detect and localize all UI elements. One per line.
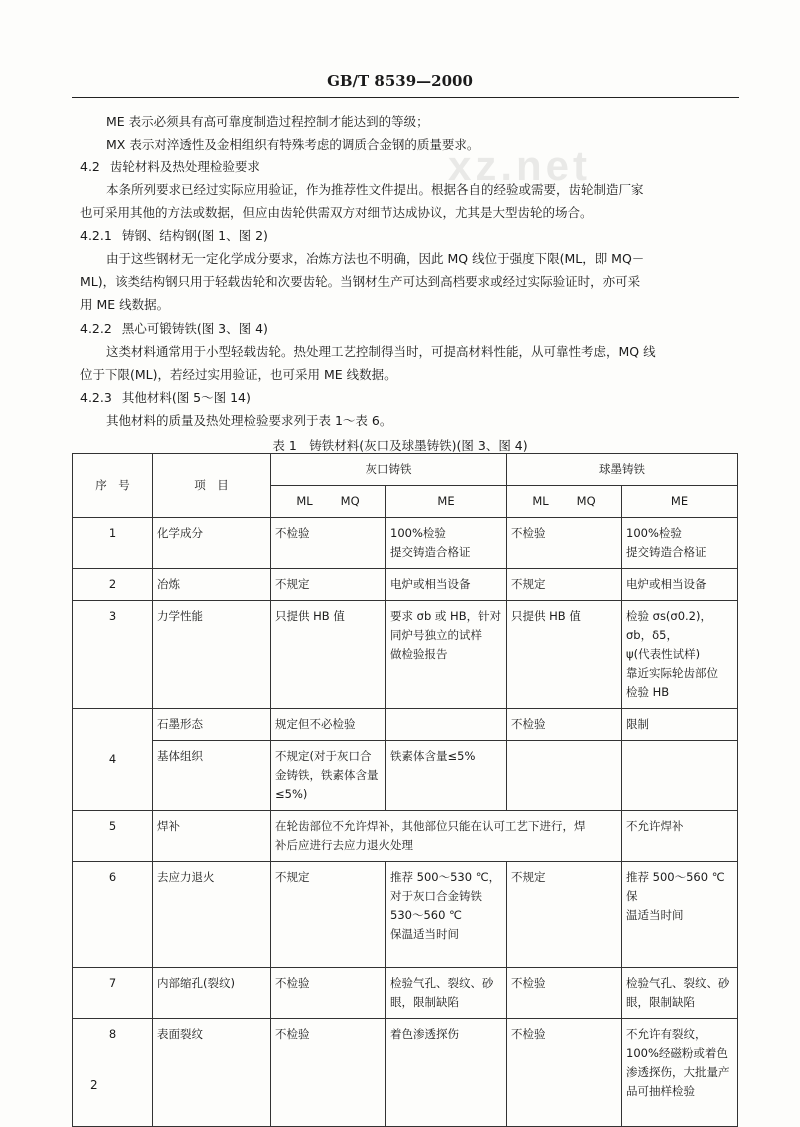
header-mq: MQ	[340, 494, 360, 508]
row-item: 化学成分	[153, 518, 271, 569]
section-4-2-line1: 本条所列要求已经过实际应用验证，作为推荐性文件提出。根据各自的经验或需要，齿轮制造厂家	[106, 182, 644, 197]
cell-ductile-me: 限制	[622, 709, 738, 741]
header-item: 项 目	[153, 454, 271, 518]
cell-line: ψ(代表性试样)	[626, 647, 701, 661]
cell-ductile-me	[622, 601, 738, 709]
cell-gray-ml-mq: 不规定	[271, 862, 386, 968]
cell-line: 100%检验	[390, 526, 446, 540]
watermark-logo: xz.net	[448, 142, 592, 189]
cell-gray-ml-mq	[271, 741, 386, 811]
cell-line: 在轮齿部位不允许焊补，其他部位只能在认可工艺下进行，焊	[275, 819, 586, 833]
cell-ductile-me	[622, 518, 738, 569]
cell-line: 100%检验	[626, 526, 682, 540]
header-rule	[72, 97, 739, 98]
cell-line: 渗透探伤，大批量产	[626, 1065, 730, 1079]
section-number: 4.2.1	[80, 228, 112, 243]
cell-ductile-me	[622, 968, 738, 1019]
table-row	[73, 709, 738, 741]
table-row	[73, 741, 738, 811]
row-seq: 5	[73, 811, 153, 862]
standard-code-header: GB/T 8539—2000	[327, 72, 473, 90]
cell-ductile-ml-mq: 不检验	[507, 709, 622, 741]
cell-ductile-ml-mq	[507, 741, 622, 811]
cell-line: 补后应进行去应力退火处理	[275, 838, 413, 852]
cell-line: 提交铸造合格证	[390, 545, 471, 559]
cell-gray-me: 铁素体含量≤5%	[386, 741, 507, 811]
row-item: 去应力退火	[153, 862, 271, 968]
row-seq: 1	[73, 518, 153, 569]
cell-gray-ml-mq: 不检验	[271, 1019, 386, 1127]
cell-ductile-ml-mq: 不检验	[507, 518, 622, 569]
row-item: 石墨形态	[153, 709, 271, 741]
cell-gray-ml-mq: 规定但不必检验	[271, 709, 386, 741]
cell-ductile-ml-mq: 不规定	[507, 862, 622, 968]
cell-line: ≤5%)	[275, 787, 308, 801]
cell-line: 靠近实际轮齿部位	[626, 666, 718, 680]
mx-definition: MX 表示对淬透性及金相组织有特殊考虑的调质合金钢的质量要求。	[106, 137, 480, 152]
cell-gray-me	[386, 601, 507, 709]
cell-gray-and-ductile-merged	[271, 811, 622, 862]
section-4-2-heading	[80, 156, 260, 178]
section-4-2-line2: 也可采用其他的方法或数据，但应由齿轮供需双方对细节达成协议，尤其是大型齿轮的场合。	[80, 205, 593, 220]
header-ductile-iron: 球墨铸铁	[507, 454, 738, 486]
section-title: 黑心可锻铸铁(图 3、图 4)	[121, 321, 268, 336]
section-number: 4.2.3	[80, 390, 112, 405]
row-item: 力学性能	[153, 601, 271, 709]
section-title: 齿轮材料及热处理检验要求	[109, 159, 260, 174]
table-row	[73, 862, 738, 968]
table-header-row	[73, 454, 738, 486]
cell-line: 不允许有裂纹，	[626, 1027, 707, 1041]
section-4-2-2-line2: 位于下限(ML)，若经过实用验证，也可采用 ME 线数据。	[80, 367, 397, 382]
row-item: 冶炼	[153, 569, 271, 601]
cell-gray-me: 电炉或相当设备	[386, 569, 507, 601]
cell-line: 眼，限制缺陷	[626, 995, 695, 1009]
section-4-2-1-heading	[80, 225, 268, 247]
row-seq: 2	[73, 569, 153, 601]
cell-ductile-me	[622, 862, 738, 968]
table-row	[73, 518, 738, 569]
table-row	[73, 811, 738, 862]
section-number: 4.2	[80, 159, 100, 174]
cell-ductile-ml-mq: 只提供 HB 值	[507, 601, 622, 709]
header-ml: ML	[296, 494, 313, 508]
cell-line: 金铸铁，铁素体含量	[275, 768, 379, 782]
header-ml: ML	[532, 494, 549, 508]
cell-line: 温适当时间	[626, 908, 684, 922]
cell-line: 推荐 500～560 ℃保	[626, 870, 725, 903]
cell-gray-me	[386, 709, 507, 741]
cast-iron-requirements-table	[72, 453, 738, 1127]
cell-line: 提交铸造合格证	[626, 545, 707, 559]
cell-line: 检验气孔、裂纹、砂	[626, 976, 730, 990]
cell-ductile-me	[622, 741, 738, 811]
table-caption: 表 1 铸铁材料(灰口及球墨铸铁)(图 3、图 4)	[272, 438, 528, 453]
cell-line: 530～560 ℃	[390, 908, 462, 922]
cell-line: 保温适当时间	[390, 927, 459, 941]
cell-gray-me: 着色渗透探伤	[386, 1019, 507, 1127]
header-gray-ml-mq	[271, 486, 386, 518]
section-4-2-3-heading	[80, 387, 251, 409]
header-seq: 序 号	[73, 454, 153, 518]
cell-ductile-me: 不允许焊补	[622, 811, 738, 862]
cell-line: 推荐 500～530 ℃，	[390, 870, 501, 884]
cell-line: 做检验报告	[390, 647, 448, 661]
row-seq: 8	[73, 1019, 153, 1127]
cell-line: 同炉号独立的试样	[390, 628, 482, 642]
cell-line: 对于灰口合金铸铁	[390, 889, 482, 903]
header-mq: MQ	[576, 494, 596, 508]
table-row	[73, 569, 738, 601]
row-seq: 4	[73, 709, 153, 811]
cell-line: 检验 HB	[626, 685, 670, 699]
cell-ductile-me: 电炉或相当设备	[622, 569, 738, 601]
cell-line: 要求 σb 或 HB，针对	[390, 609, 502, 623]
cell-ductile-ml-mq: 不检验	[507, 1019, 622, 1127]
header-gray-iron: 灰口铸铁	[271, 454, 507, 486]
cell-line: 品可抽样检验	[626, 1084, 695, 1098]
row-seq: 3	[73, 601, 153, 709]
cell-line: 检验气孔、裂纹、砂	[390, 976, 494, 990]
row-seq: 7	[73, 968, 153, 1019]
header-gray-me: ME	[386, 486, 507, 518]
row-item: 焊补	[153, 811, 271, 862]
me-definition: ME 表示必须具有高可靠度制造过程控制才能达到的等级；	[106, 114, 429, 129]
cell-line: 检验 σs(σ0.2)，σb，δ5，	[626, 609, 712, 642]
cell-line: 100%经磁粉或着色	[626, 1046, 728, 1060]
row-seq: 6	[73, 862, 153, 968]
cell-gray-me	[386, 968, 507, 1019]
section-title: 铸钢、结构钢(图 1、图 2)	[121, 228, 268, 243]
section-4-2-1-line3: 用 ME 线数据。	[80, 297, 170, 312]
section-title: 其他材料(图 5～图 14)	[121, 390, 251, 405]
cell-line: 眼，限制缺陷	[390, 995, 459, 1009]
row-item: 表面裂纹	[153, 1019, 271, 1127]
cell-line: 不规定(对于灰口合	[275, 749, 372, 763]
cell-gray-ml-mq: 不检验	[271, 518, 386, 569]
table-row	[73, 601, 738, 709]
cell-gray-ml-mq: 不检验	[271, 968, 386, 1019]
section-4-2-1-line2: ML)，该类结构钢只用于轻载齿轮和次要齿轮。当钢材生产可达到高档要求或经过实际验证时，亦可采	[80, 274, 641, 289]
section-4-2-1-line1: 由于这些钢材无一定化学成分要求，冶炼方法也不明确，因此 MQ 线位于强度下限(ML，即 MQ－	[106, 251, 645, 266]
section-4-2-3-line1: 其他材料的质量及热处理检验要求列于表 1～表 6。	[106, 413, 393, 428]
header-ductile-ml-mq	[507, 486, 622, 518]
cell-gray-ml-mq: 不规定	[271, 569, 386, 601]
cell-ductile-ml-mq: 不规定	[507, 569, 622, 601]
page-number: 2	[90, 1078, 98, 1092]
section-number: 4.2.2	[80, 321, 112, 336]
row-item: 基体组织	[153, 741, 271, 811]
cell-ductile-ml-mq: 不检验	[507, 968, 622, 1019]
cell-ductile-me	[622, 1019, 738, 1127]
row-item: 内部缩孔(裂纹)	[153, 968, 271, 1019]
header-ductile-me: ME	[622, 486, 738, 518]
table-row	[73, 1019, 738, 1127]
cell-gray-ml-mq: 只提供 HB 值	[271, 601, 386, 709]
cell-gray-me	[386, 862, 507, 968]
cell-gray-me	[386, 518, 507, 569]
section-4-2-2-heading	[80, 318, 268, 340]
table-row	[73, 968, 738, 1019]
section-4-2-2-line1: 这类材料通常用于小型轻载齿轮。热处理工艺控制得当时，可提高材料性能，从可靠性考虑，MQ 线	[106, 344, 656, 359]
